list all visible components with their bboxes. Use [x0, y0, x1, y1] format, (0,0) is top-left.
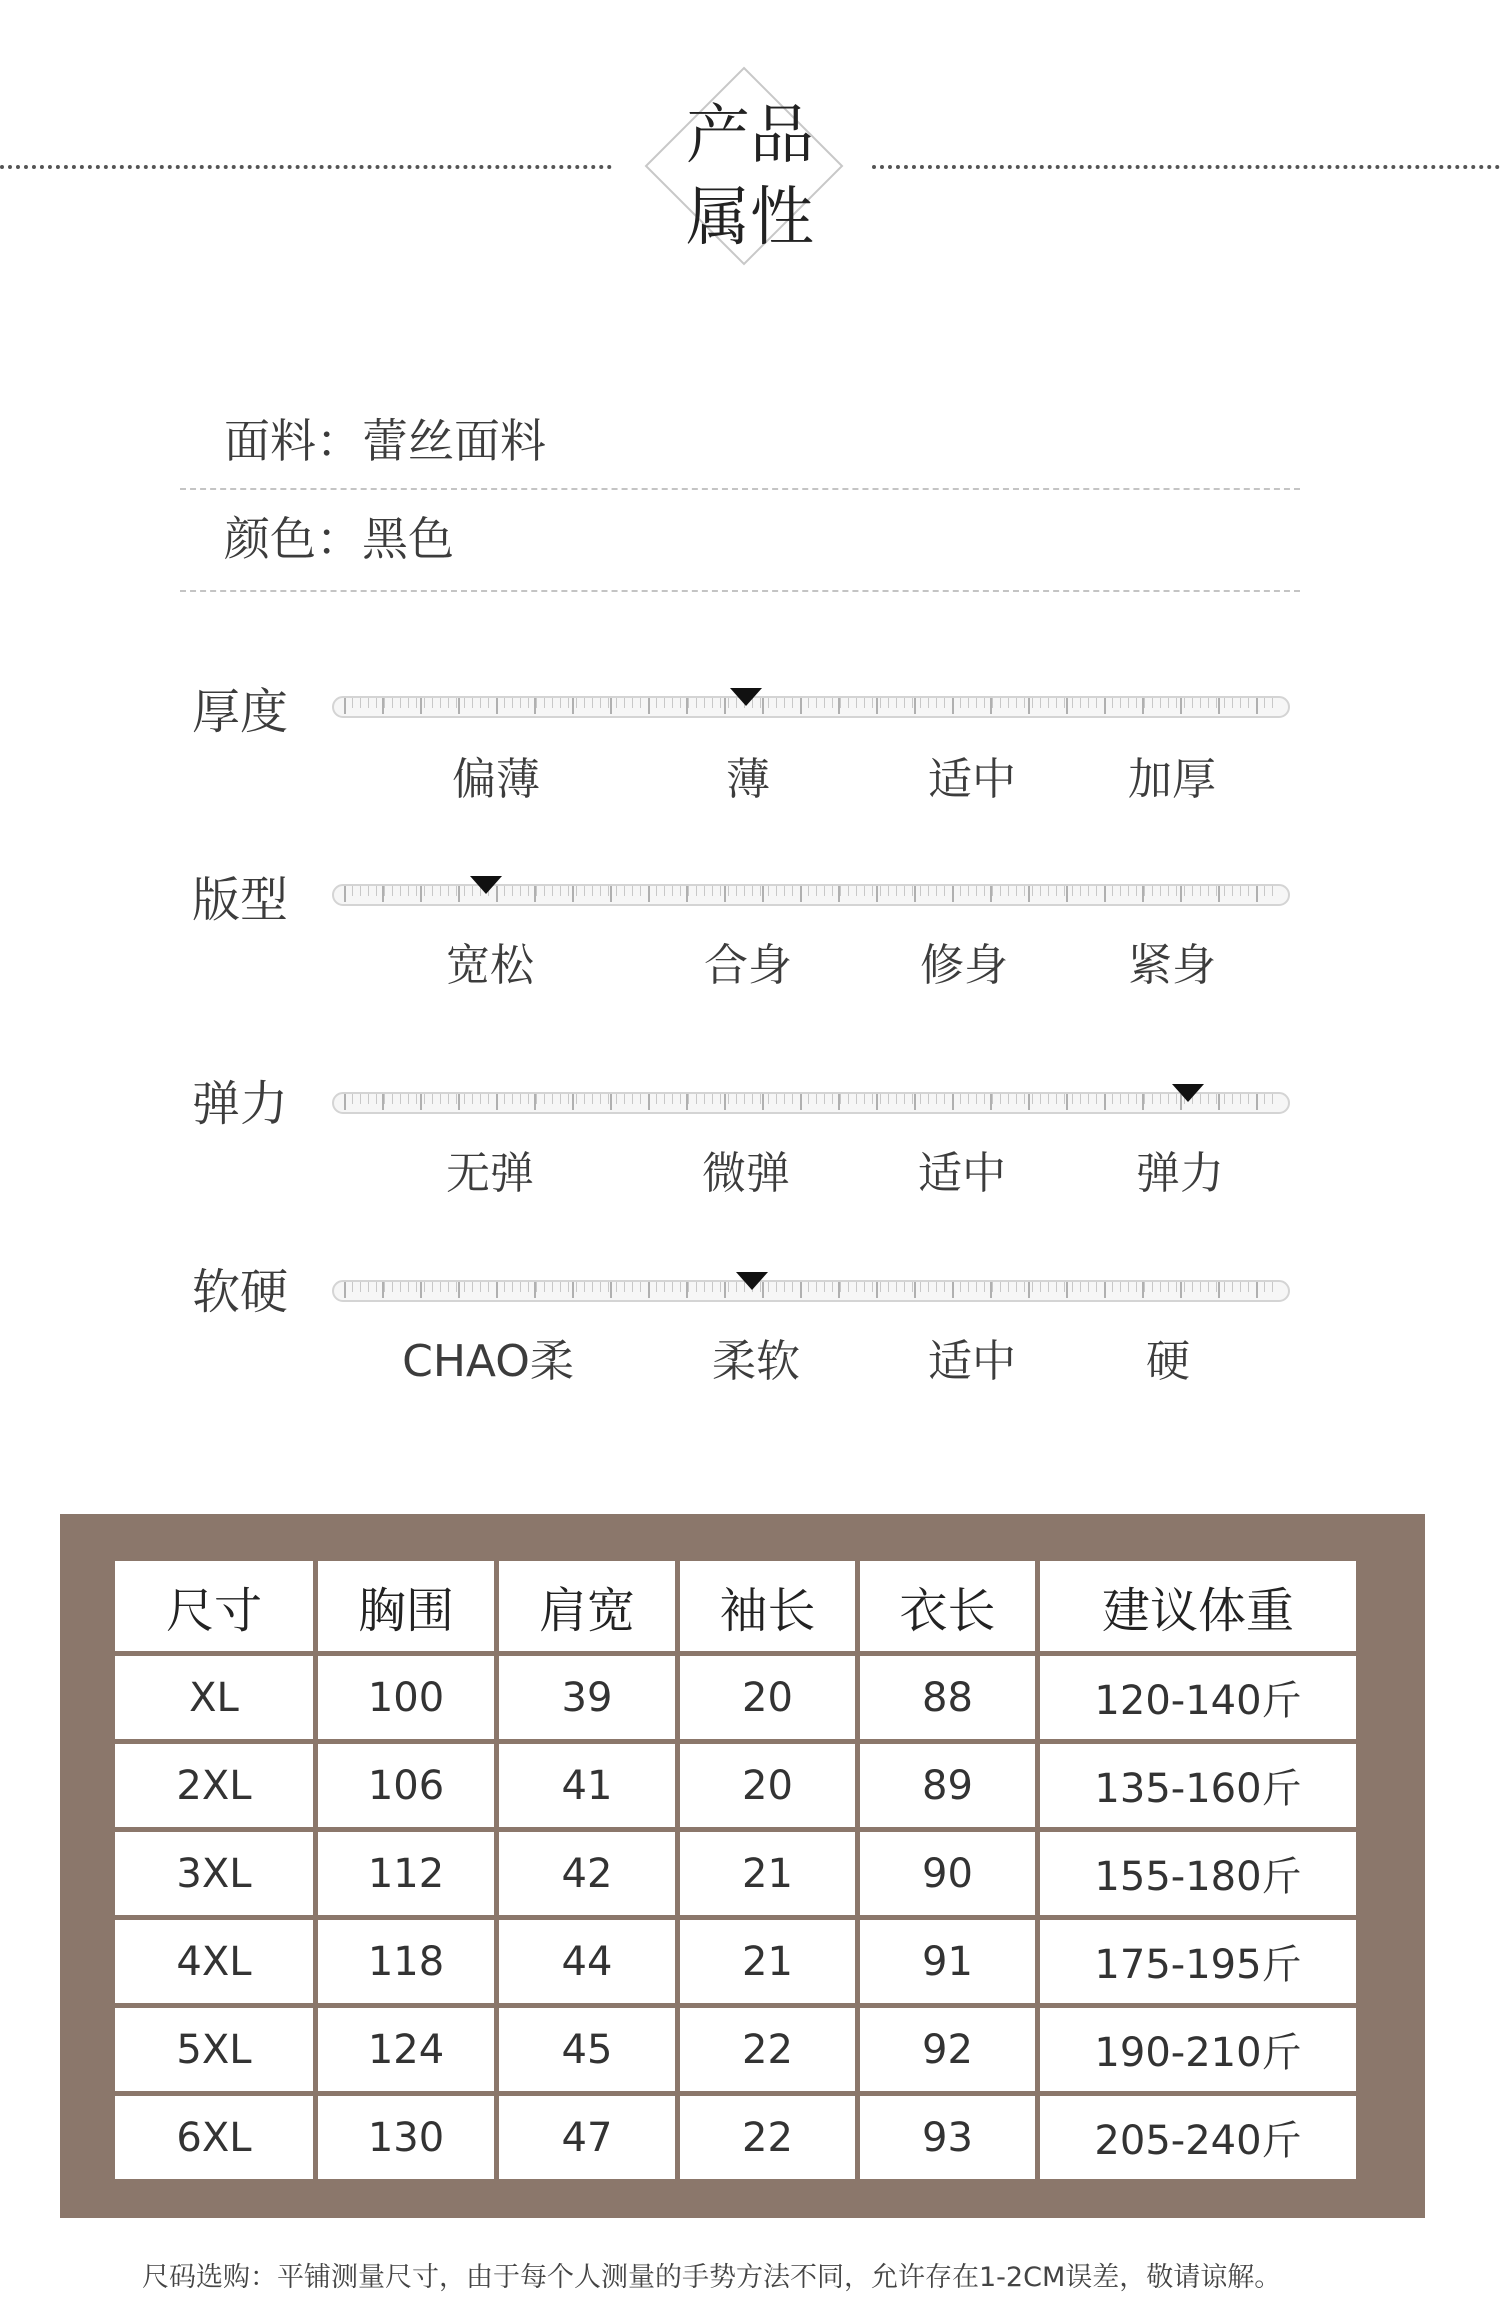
size-footnote: 尺码选购：平铺测量尺寸，由于每个人测量的手势方法不同，允许存在1-2CM误差，敬请谅解。	[142, 2262, 1282, 2293]
table-cell: 20	[680, 1656, 855, 1739]
attribute-value: 黑色	[362, 512, 454, 566]
table-cell: 155-180斤	[1040, 1832, 1356, 1915]
table-cell: 118	[318, 1920, 494, 2003]
scale-option: 偏薄	[452, 754, 540, 805]
scale-option: 宽松	[446, 940, 534, 991]
scale-option: 加厚	[1128, 754, 1216, 805]
size-table-panel	[60, 1514, 1425, 2218]
scale-option: 合身	[704, 940, 792, 991]
table-cell: 47	[499, 2096, 675, 2179]
table-row	[115, 2096, 1356, 2179]
table-cell: 2XL	[115, 1744, 313, 1827]
table-header-row	[115, 1561, 1356, 1651]
table-header-cell: 胸围	[318, 1561, 494, 1651]
page-title-line2: 属性	[686, 181, 814, 255]
table-header-cell: 袖长	[680, 1561, 855, 1651]
scale-option: 无弹	[446, 1148, 534, 1199]
scale-track	[332, 696, 1290, 718]
table-cell: 130	[318, 2096, 494, 2179]
table-cell: 92	[860, 2008, 1035, 2091]
scale-label: 软硬	[192, 1264, 289, 1320]
scale-track	[332, 1280, 1290, 1302]
table-cell: 4XL	[115, 1920, 313, 2003]
table-cell: 3XL	[115, 1832, 313, 1915]
table-cell: 205-240斤	[1040, 2096, 1356, 2179]
table-row	[115, 1656, 1356, 1739]
scale-option: 微弹	[702, 1148, 790, 1199]
scale-label: 厚度	[192, 684, 289, 740]
attribute-label: 面料：	[224, 414, 362, 468]
table-cell: 20	[680, 1744, 855, 1827]
table-header-cell: 建议体重	[1040, 1561, 1356, 1651]
table-cell: 112	[318, 1832, 494, 1915]
table-cell: 22	[680, 2096, 855, 2179]
table-cell: 21	[680, 1920, 855, 2003]
table-header-cell: 尺寸	[115, 1561, 313, 1651]
table-cell: 45	[499, 2008, 675, 2091]
table-cell: 106	[318, 1744, 494, 1827]
scale-option: 适中	[918, 1148, 1006, 1199]
scale-option: 弹力	[1136, 1148, 1224, 1199]
header-dotted-line-right	[872, 165, 1500, 169]
attribute-divider	[180, 488, 1300, 490]
table-cell: 41	[499, 1744, 675, 1827]
table-header-cell: 衣长	[860, 1561, 1035, 1651]
scale-option: 修身	[920, 940, 1008, 991]
scale-option: 紧身	[1128, 940, 1216, 991]
table-cell: 100	[318, 1656, 494, 1739]
table-cell: 21	[680, 1832, 855, 1915]
attribute-color	[224, 512, 454, 566]
scale-option: CHAO柔	[402, 1336, 574, 1387]
attribute-fabric	[224, 414, 546, 468]
page-title-line1: 产品	[686, 99, 814, 173]
table-cell: 44	[499, 1920, 675, 2003]
table-cell: 93	[860, 2096, 1035, 2179]
table-cell: 89	[860, 1744, 1035, 1827]
table-cell: 90	[860, 1832, 1035, 1915]
table-cell: 135-160斤	[1040, 1744, 1356, 1827]
attribute-value: 蕾丝面料	[362, 414, 546, 468]
table-cell: 88	[860, 1656, 1035, 1739]
table-row	[115, 1744, 1356, 1827]
scale-label: 弹力	[192, 1076, 289, 1132]
table-cell: XL	[115, 1656, 313, 1739]
attribute-label: 颜色：	[224, 512, 362, 566]
table-row	[115, 1920, 1356, 2003]
scale-marker-icon	[1172, 1084, 1204, 1102]
scale-option: 硬	[1146, 1336, 1190, 1387]
table-row	[115, 1832, 1356, 1915]
table-cell: 190-210斤	[1040, 2008, 1356, 2091]
scale-marker-icon	[736, 1272, 768, 1290]
header-dotted-line-left	[0, 165, 612, 169]
table-cell: 175-195斤	[1040, 1920, 1356, 2003]
table-cell: 42	[499, 1832, 675, 1915]
table-cell: 5XL	[115, 2008, 313, 2091]
table-header-cell: 肩宽	[499, 1561, 675, 1651]
scale-option: 适中	[928, 1336, 1016, 1387]
table-cell: 6XL	[115, 2096, 313, 2179]
table-cell: 22	[680, 2008, 855, 2091]
scale-option: 适中	[928, 754, 1016, 805]
table-cell: 39	[499, 1656, 675, 1739]
attribute-divider	[180, 590, 1300, 592]
scale-option: 薄	[726, 754, 770, 805]
scale-track	[332, 1092, 1290, 1114]
table-cell: 120-140斤	[1040, 1656, 1356, 1739]
table-cell: 124	[318, 2008, 494, 2091]
table-cell: 91	[860, 1920, 1035, 2003]
table-row	[115, 2008, 1356, 2091]
scale-marker-icon	[470, 876, 502, 894]
scale-option: 柔软	[712, 1336, 800, 1387]
size-table	[110, 1556, 1361, 2184]
scale-marker-icon	[730, 688, 762, 706]
scale-label: 版型	[192, 872, 289, 928]
